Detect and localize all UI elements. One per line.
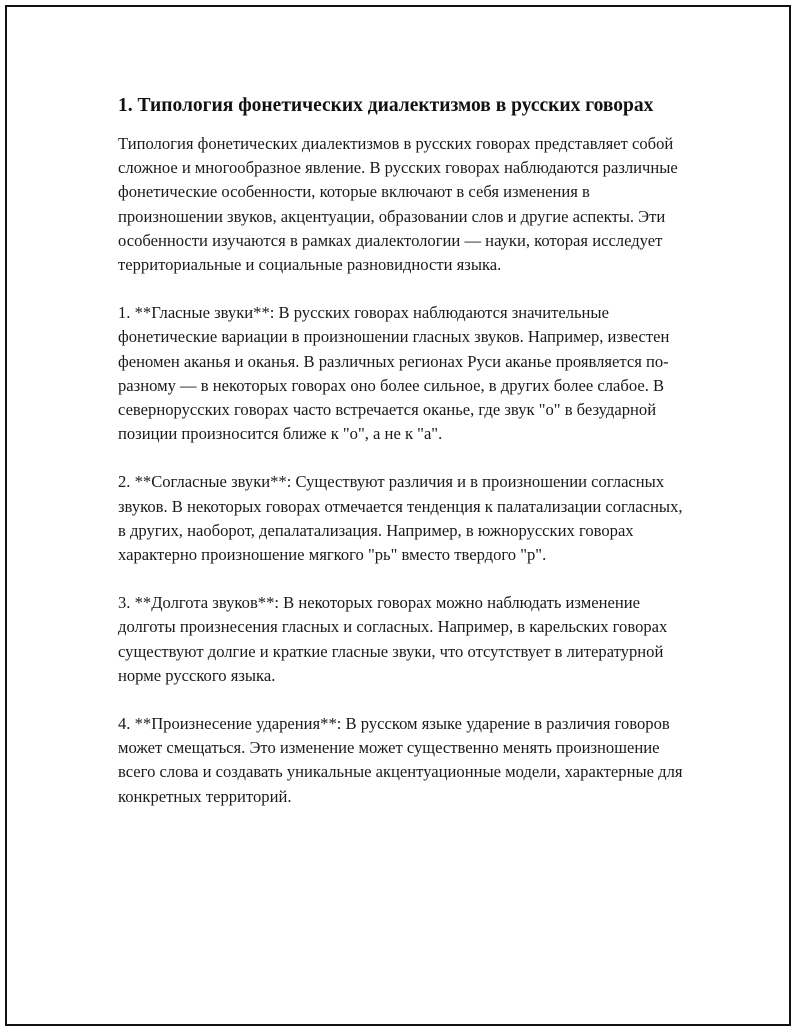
document-title: 1. Типология фонетических диалектизмов в русских говорах: [118, 95, 654, 116]
document-body: [118, 92, 688, 833]
paragraph-consonants: 2. **Согласные звуки**: Существуют различия и в произношении согласных звуков. В некоторых говорах отмечается тенденция к палатализации согласных, в других, наоборот, депалатализация. Например, в южнорусских говорах характерно произношение мягкого "рь" вместо твердого "р".: [118, 472, 683, 565]
paragraph-vowels: 1. **Гласные звуки**: В русских говорах наблюдаются значительные фонетические вариации в произношении гласных звуков. Например, известен феномен аканья и оканья. В различных регионах Руси аканье проявляется по-разному — в некоторых говорах оно более сильное, в других более слабое. В севернорусских говорах часто встречается оканье, где звук "о" в безударной позиции произносится ближе к "о", а не к "а".: [118, 303, 670, 444]
paragraph-sound-length: 3. **Долгота звуков**: В некоторых говорах можно наблюдать изменение долготы произнесения гласных и согласных. Например, в карельских говорах существуют долгие и краткие гласные звуки, что отсутствует в литературной норме русского языка.: [118, 593, 668, 685]
intro-paragraph: Типология фонетических диалектизмов в русских говорах представляет собой сложное и многообразное явление. В русских говорах наблюдаются различные фонетические особенности, которые включают в себя изменения в произношении звуков, акцентуации, образовании слов и другие аспекты. Эти особенности изучаются в рамках диалектологии — науки, которая исследует территориальные и социальные разновидности языка.: [118, 134, 678, 275]
paragraph-stress: 4. **Произнесение ударения**: В русском языке ударение в различия говоров может смещаться. Это изменение может существенно менять произношение всего слова и создавать уникальные акцентуационные модели, характерные для конкретных территорий.: [118, 714, 683, 806]
